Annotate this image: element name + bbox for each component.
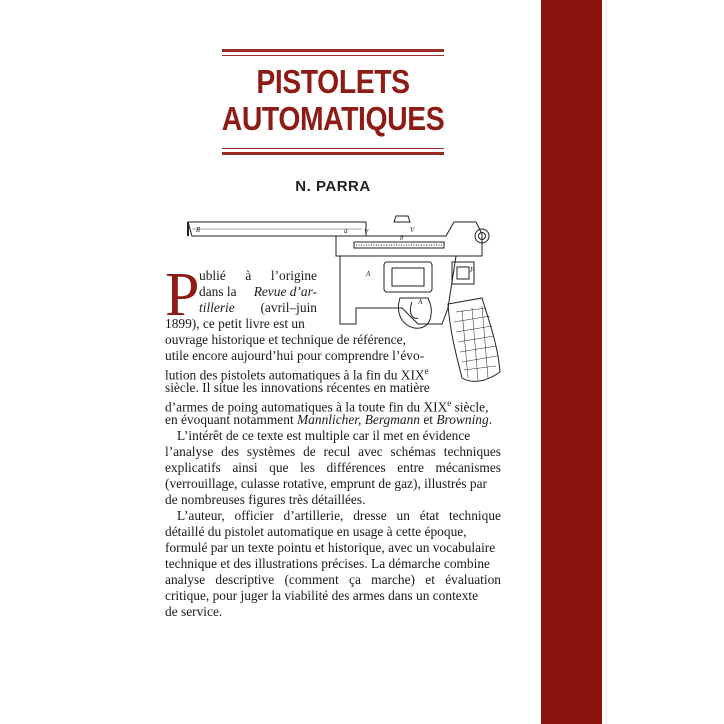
svg-text:A: A: [366, 270, 371, 278]
svg-text:V: V: [364, 228, 369, 236]
blurb-line: 1899), ce petit livre est un: [165, 316, 305, 331]
author-name: N. PARRA: [295, 178, 371, 195]
svg-text:A: A: [418, 298, 423, 306]
book-title: [201, 63, 464, 137]
blurb-line: dans la Revue d’ar-: [199, 284, 317, 299]
blurb-line: critique, pour juger la viabilité des armes dans un contexte: [165, 588, 479, 603]
blurb-line: ouvrage historique et technique de référence,: [165, 332, 406, 347]
svg-text:F: F: [470, 266, 475, 274]
title-rule-top-thin: [222, 55, 444, 56]
title-rule-bottom: [222, 152, 444, 155]
blurb-line: L’auteur, officier d’artillerie, dresse un état technique: [177, 508, 501, 523]
blurb-line: formulé par un texte pointu et historique, avec un vocabulaire: [165, 540, 496, 555]
blurb-line: (verrouillage, culasse rotative, emprunt de gaz), illustrés par: [165, 476, 487, 491]
svg-text:b: b: [400, 234, 404, 242]
svg-text:a: a: [344, 227, 348, 235]
blurb-line: tillerie (avril–juin: [199, 300, 317, 315]
svg-text:V: V: [410, 226, 415, 234]
title-rule-top: [222, 49, 444, 52]
blurb-line: L’intérêt de ce texte est multiple car il met en évidence: [177, 428, 471, 443]
blurb-line: analyse descriptive (comment ça marche) et évaluation: [165, 572, 501, 587]
blurb-line: de nombreuses figures très détaillées.: [165, 492, 366, 507]
blurb-line: de service.: [165, 604, 223, 619]
blurb-line: ublié à l’origine: [199, 268, 317, 283]
title-line-1: PISTOLETS: [256, 63, 410, 100]
book-spine: [541, 0, 602, 724]
drop-cap: P: [165, 261, 200, 329]
blurb-line: détaillé du pistolet automatique en usage à cette époque,: [165, 524, 467, 539]
blurb-line: l’analyse des systèmes de recul avec schémas techniques: [165, 444, 501, 459]
blurb-line: en évoquant notamment Mannlicher, Bergmann et Browning.: [165, 412, 493, 427]
svg-text:R: R: [196, 226, 201, 234]
blurb-line: technique et des illustrations précises. La démarche combine: [165, 556, 490, 571]
blurb-line: explicatifs ainsi que les différences entre mécanismes: [165, 460, 501, 475]
title-line-2: AUTOMATIQUES: [221, 100, 445, 137]
blurb-line: siècle. Il situe les innovations récentes en matière: [165, 380, 430, 395]
blurb-line: utile encore aujourd’hui pour comprendre l’évo-: [165, 348, 425, 363]
blurb-line: lution des pistolets automatiques à la fin du XIXe: [165, 366, 429, 383]
blurb-line: d’armes de poing automatiques à la toute fin du XIXe siècle,: [165, 398, 489, 415]
title-rule-bottom-thin: [222, 148, 444, 149]
